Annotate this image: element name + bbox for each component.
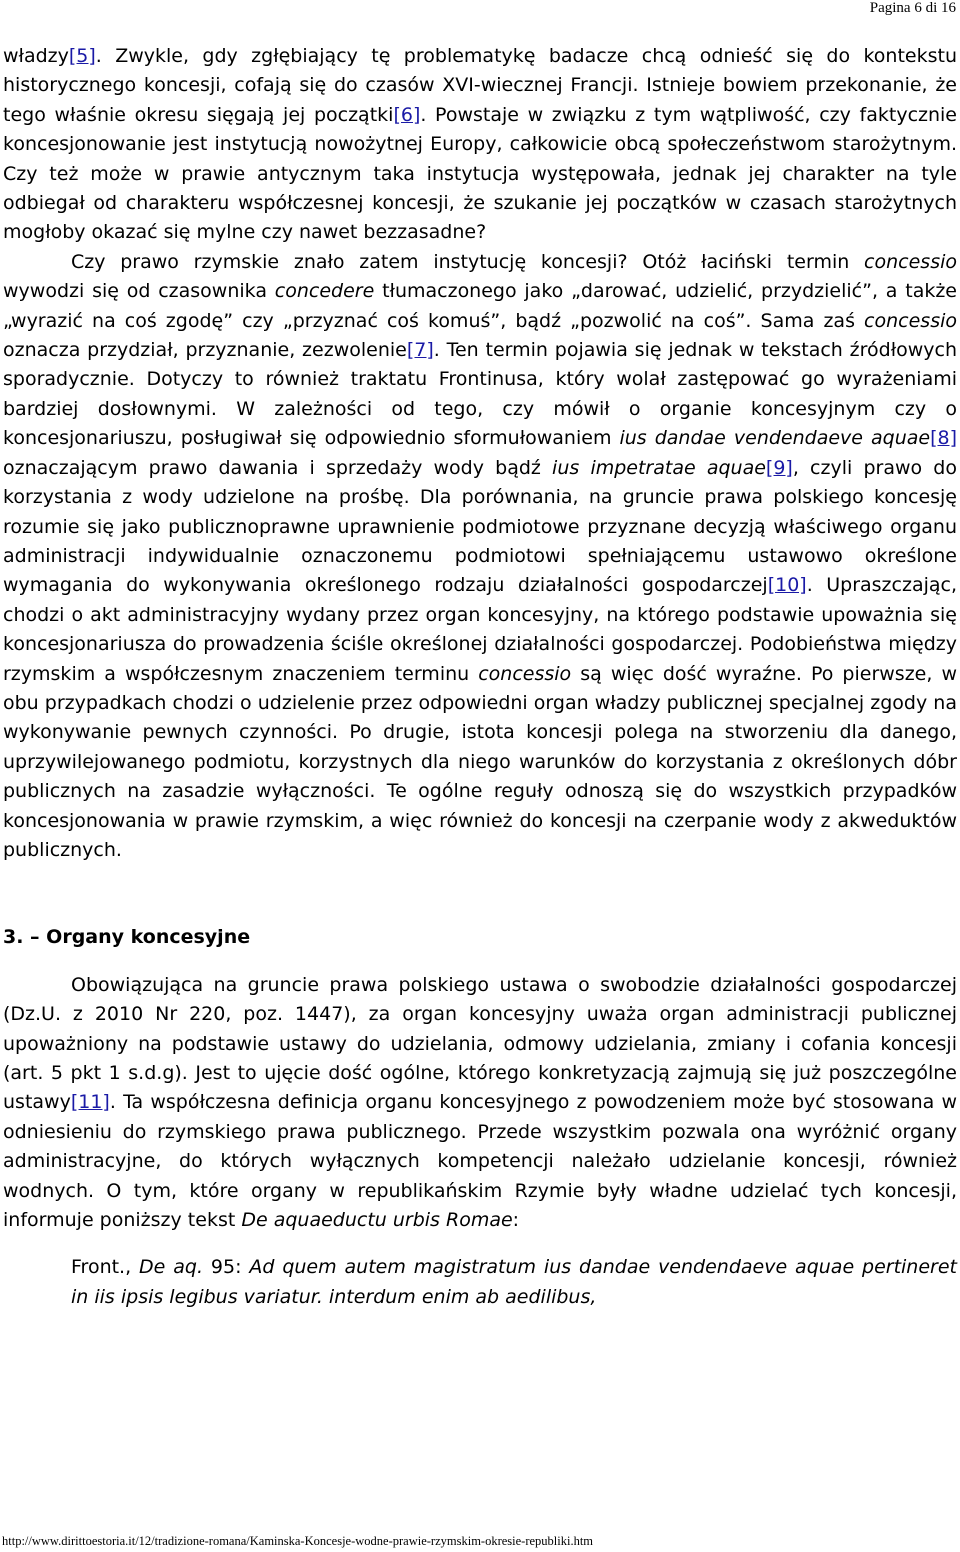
footnote-link-8[interactable]: [8] xyxy=(930,427,958,450)
article-body xyxy=(3,42,957,1312)
page-url: http://www.dirittoestoria.it/12/tradizione-romana/Kaminska-Koncesje-wodne-prawie-rzymskim-okresie-republiki.htm xyxy=(2,1534,594,1548)
paragraph-3: Obowiązująca na gruncie prawa polskiego ustawa o swobodzie działalności gospodarczej (Dz.U. z 2010 Nr 220, poz. 1447), za organ koncesyjny uważa organ administracji publicznej upoważniony na podstawie ustawy do udzielania, odmowy udzielania, zmiany i cofania koncesji (art. 5 pkt 1 s.d.g). Jest to ujęcie dość ogólne, którego konkretyzacją zajmują się już poszczególne ustawy[11]. Ta współczesna definicja organu koncesyjnego z powodzeniem może być stosowana w odniesieniu do rzymskiego prawa publicznego. Przede wszystkim pozwala ona wyróżnić organy administracyjne, do których wyłącznych kompetencji należało udzielanie koncesji, również wodnych. O tym, które organy w republikańskim Rzymie były władne udzielać tych koncesji, informuje poniższy tekst De aquaeductu urbis Romae: xyxy=(3,973,957,1232)
paragraph-2: Czy prawo rzymskie znało zatem instytucję koncesji? Otóż łaciński termin concessio wywodzi się od czasownika concedere tłumaczonego jako „darować, udzielić, przydzielić”, a także „wyrazić na coś zgodę” czy „przyznać coś komuś”, bądź „pozwolić na coś”. Sama zaś concessio oznacza przydział, przyznanie, zezwolenie[7]. Ten termin pojawia się jednak w tekstach źródłowych sporadycznie. Dotyczy to również traktatu Frontinusa, który wolał zastępować go wyrażeniami bardziej dosłownymi. W zależności od tego, czy mówił o organie koncesyjnym czy o koncesjonariuszu, posługiwał się odpowiednio sformułowaniem ius dandae vendendaeve aquae[8] oznaczającym prawo dawania i sprzedaży wody bądź ius impetratae aquae[9], czyli prawo do korzystania z wody udzielone na prośbę. Dla porównania, na gruncie prawa polskiego koncesję rozumie się jako publicznoprawne uprawnienie podmiotowe przyznane decyzją właściwego organu administracji indywidualnie oznaczonemu podmiotowi spełniającemu ustawowo określone wymagania do wykonywania określonego rodzaju działalności gospodarczej[10]. Upraszczając, chodzi o akt administracyjny wydany przez organ koncesyjny, na którego podstawie upoważnia się koncesjonariusza do prowadzenia ściśle określonej działalności gospodarczej. Podobieństwa między rzymskim a współczesnym znaczeniem terminu concessio są więc dość wyraźne. Po pierwsze, w obu przypadkach chodzi o udzielenie przez odpowiedni organ władzy publicznej specjalnej zgody na wykonywanie pewnych czynności. Po drugie, istota koncesji polega na stworzeniu dla danego, uprzywilejowanego podmiotu, korzystnych dla niego warunków do korzystania z określonych dóbr publicznych na zasadzie wyłączności. Te ogólne reguły odnoszą się do wszystkich przypadków koncesjonowania w prawie rzymskim, a więc również do koncesji na czerpanie wody z akweduktów publicznych. xyxy=(3,250,958,861)
footnote-link-10[interactable]: [10] xyxy=(767,574,807,597)
footnote-link-9[interactable]: [9] xyxy=(765,456,793,479)
footnote-link-11[interactable]: [11] xyxy=(70,1091,110,1114)
page-number: Pagina 6 di 16 xyxy=(869,0,956,16)
paragraph-1: władzy[5]. Zwykle, gdy zgłębiający tę problematykę badacze chcą odnieść się do kontekstu historycznego koncesji, cofają się do czasów XVI-wiecznej Francji. Istnieje bowiem przekonanie, że tego właśnie okresu sięgają jej początki[6]. Powstaje w związku z tym wątpliwość, czy faktycznie koncesjonowanie jest instytucją nowożytnej Europy, całkowicie obcą społeczeństwom starożytnym. Czy też może w prawie antycznym taka instytucja występowała, jednak jej charakter na tyle odbiegał od charakteru współczesnej koncesji, że szukanie jej początków w czasach starożytnych mogłoby okazać się mylne czy nawet bezzasadne? xyxy=(3,45,957,244)
latin-quote: Front., De aq. 95: Ad quem autem magistratum ius dandae vendendaeve aquae pertineret in iis ipsis legibus variatur. interdum enim ab aedilibus, xyxy=(71,1256,957,1308)
footnote-link-6[interactable]: [6] xyxy=(393,103,421,126)
section-heading: 3. – Organy koncesyjne xyxy=(3,926,251,949)
footnote-link-7[interactable]: [7] xyxy=(406,339,434,362)
footnote-link-5[interactable]: [5] xyxy=(68,45,96,67)
